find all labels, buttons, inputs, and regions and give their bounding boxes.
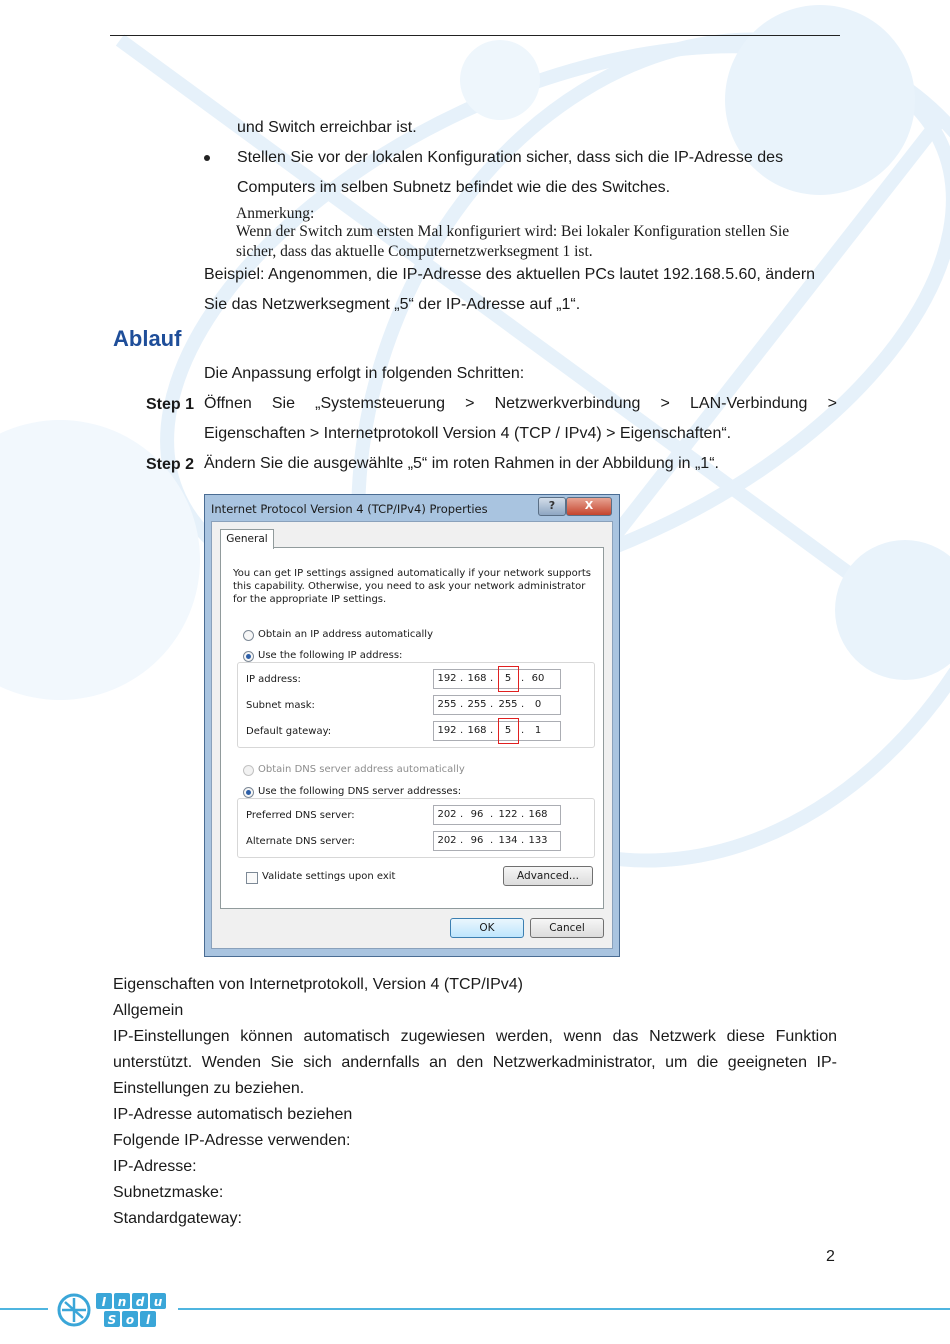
intro-text: Die Anpassung erfolgt in folgenden Schritten: [204,365,525,382]
page-number: 2 [826,1248,835,1265]
body-paragraph: IP-Einstellungen können automatisch zugewiesen werden, wenn das Netzwerk diese Funktion unterstützt. Wenden Sie sich andernfalls an den Netzwerkadministrator, um die geeigneten IP-Einstellungen zu beziehen. [113,1028,837,1097]
tail-line: Folgende IP-Adresse verwenden: [113,1132,351,1149]
note-line-2: sicher, dass das aktuelle Computernetzwerksegment 1 ist. [236,243,593,260]
radio-use-ip-label: Use the following IP address: [258,650,403,661]
footer-line-right [178,1308,950,1310]
description-line: for the appropriate IP settings. [233,594,387,605]
bullet-icon [204,155,210,161]
validate-checkbox[interactable] [246,872,258,884]
example-line-1: Beispiel: Angenommen, die IP-Adresse des aktuellen PCs lautet 192.168.5.60, ändern [204,266,816,283]
default-gateway-field[interactable]: 192 . 168 . 5 . 1 [433,721,561,741]
section-heading: Ablauf [113,326,182,351]
octet: 255 [437,699,457,710]
step-2-text: Ändern Sie die ausgewählte „5“ im roten Rahmen in der Abbildung in „1“. [204,455,719,472]
tail-line: Subnetzmaske: [113,1184,224,1201]
general-panel [220,547,604,909]
help-button[interactable]: ? [538,497,566,516]
octet: 192 [437,673,457,684]
ipv4-properties-dialog [204,494,620,957]
octet: 1 [534,725,542,736]
radio-obtain-dns-auto-label: Obtain DNS server address automatically [258,764,465,775]
note-line-1: Wenn der Switch zum ersten Mal konfiguriert wird: Bei lokaler Konfiguration stellen Sie [236,223,790,240]
radio-use-dns[interactable] [243,787,254,798]
description-line: this capability. Otherwise, you need to ask your network administrator [233,581,586,592]
ok-button[interactable]: OK [450,918,524,938]
step-1-word: > [465,395,475,412]
caption-line: Eigenschaften von Internetprotokoll, Version 4 (TCP/IPv4) [113,976,523,993]
octet: 0 [534,699,542,710]
subnet-mask-field[interactable]: 255 . 255 . 255 . 0 [433,695,561,715]
logo-letter: n [117,1295,127,1309]
caption-line: Allgemein [113,1002,184,1019]
logo-letter: l [145,1313,151,1327]
highlight-box [498,666,519,692]
alternate-dns-field[interactable]: 202 . 96 . 134 . 133 [433,831,561,851]
bullet-line-2: Computers im selben Subnetz befindet wie die des Switches. [237,179,671,196]
step-1-word: > [660,395,670,412]
step-2-label: Step 2 [146,456,195,473]
logo-letter: S [107,1313,117,1327]
header-rule [110,35,840,36]
logo-letter: u [153,1295,163,1309]
close-button[interactable]: X [566,497,612,516]
step-1-line-1 [204,389,837,419]
tail-line: Standardgateway: [113,1210,242,1227]
note-label: Anmerkung: [236,205,315,222]
step-1-word: LAN-Verbindung [690,395,808,412]
octet: 134 [498,835,518,846]
footer-line-left [0,1308,48,1310]
radio-obtain-ip-auto-label: Obtain an IP address automatically [258,629,434,640]
logo-letter: o [125,1313,135,1327]
octet: 255 [498,699,518,710]
example-line-2: Sie das Netzwerksegment „5“ der IP-Adresse auf „1“. [204,296,581,313]
highlight-box [498,718,519,744]
step-1-label: Step 1 [146,396,195,413]
octet: 202 [437,835,457,846]
octet: 133 [528,835,548,846]
text-erreichbar: und Switch erreichbar ist. [237,119,417,136]
octet: 168 [467,725,487,736]
advanced-button[interactable]: Advanced... [503,866,593,886]
ip-address-field[interactable]: 192 . 168 . 5 . 60 [433,669,561,689]
octet: 5 [504,673,512,684]
octet: 168 [528,809,548,820]
logo-letter: d [135,1295,145,1309]
indusol-logo [56,1290,171,1330]
subnet-mask-label: Subnet mask: [246,700,315,711]
radio-use-ip[interactable] [243,651,254,662]
validate-checkbox-label: Validate settings upon exit [262,871,396,882]
description-line: You can get IP settings assigned automatically if your network supports [233,568,591,579]
step-1-line-2: Eigenschaften > Internetprotokoll Version 4 (TCP / IPv4) > Eigenschaften“. [204,425,732,442]
tab-general[interactable]: General [220,529,274,549]
octet: 192 [437,725,457,736]
dialog-body [211,521,613,949]
octet: 60 [531,673,545,684]
bullet-line-1: Stellen Sie vor der lokalen Konfiguration sicher, dass sich die IP-Adresse des [237,149,784,166]
preferred-dns-field[interactable]: 202 . 96 . 122 . 168 [433,805,561,825]
alternate-dns-label: Alternate DNS server: [246,836,355,847]
default-gateway-label: Default gateway: [246,726,332,737]
octet: 122 [498,809,518,820]
step-1-word: > [827,395,837,412]
octet: 96 [470,809,484,820]
step-1-word: Netzwerkverbindung [494,395,641,412]
logo-letter: I [101,1295,107,1309]
radio-obtain-ip-auto[interactable] [243,630,254,641]
step-1-word: „Systemsteuerung [315,395,445,412]
octet: 5 [504,725,512,736]
radio-use-dns-label: Use the following DNS server addresses: [258,786,462,797]
radio-obtain-dns-auto[interactable] [243,765,254,776]
ip-address-label: IP address: [246,674,301,685]
octet: 168 [467,673,487,684]
octet: 255 [467,699,487,710]
tail-line: IP-Adresse automatisch beziehen [113,1106,353,1123]
preferred-dns-label: Preferred DNS server: [246,810,355,821]
step-1-word: Sie [271,395,295,412]
dialog-title: Internet Protocol Version 4 (TCP/IPv4) Properties [211,502,488,516]
octet: 202 [437,809,457,820]
tail-line: IP-Adresse: [113,1158,197,1175]
step-1-word: Öffnen [204,395,252,412]
octet: 96 [470,835,484,846]
cancel-button[interactable]: Cancel [530,918,604,938]
